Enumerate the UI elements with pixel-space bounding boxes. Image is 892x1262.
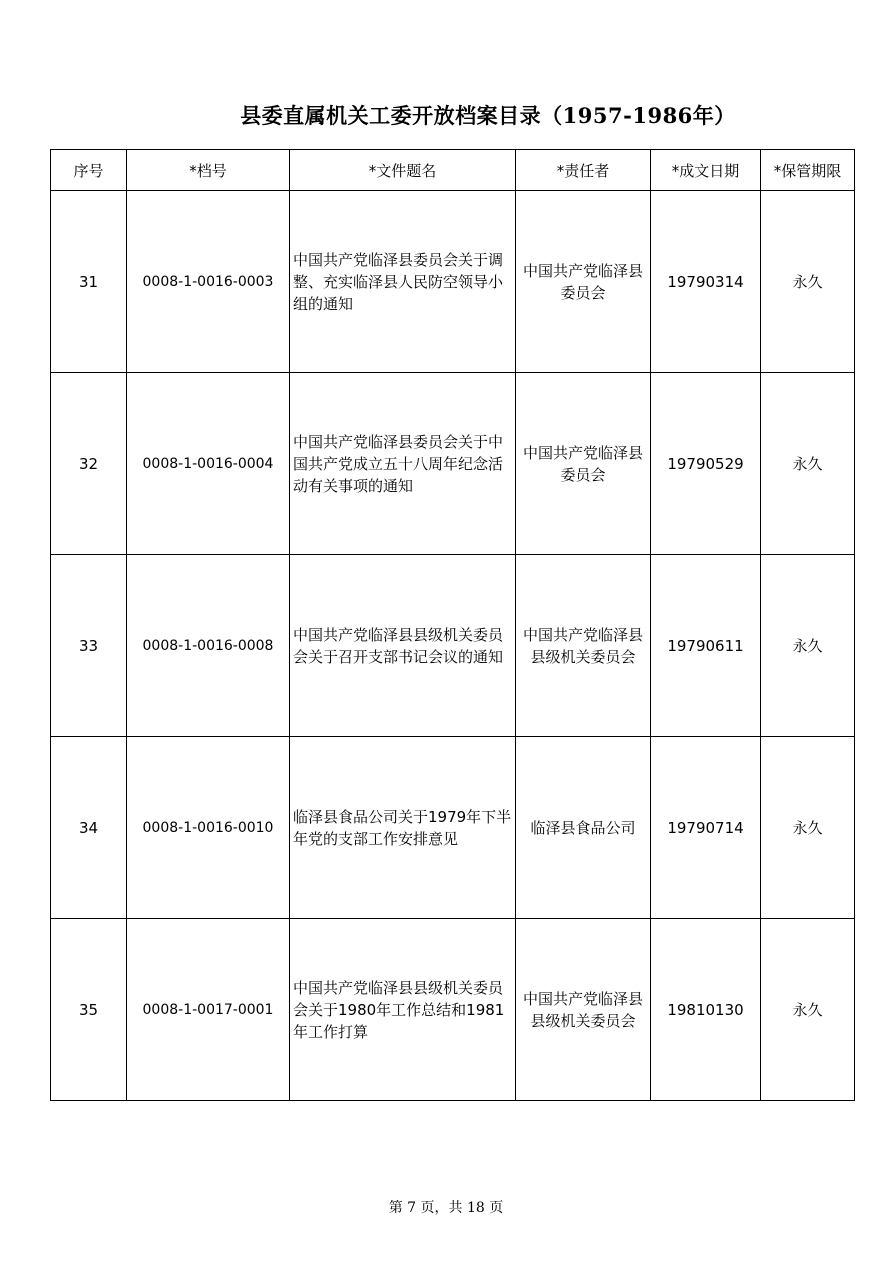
cell-archive-no: 0008-1-0017-0001 [127, 919, 290, 1101]
cell-retention: 永久 [761, 191, 855, 373]
cell-doc-title: 中国共产党临泽县县级机关委员会关于召开支部书记会议的通知 [290, 555, 516, 737]
table-row [51, 737, 855, 919]
table-header-row [51, 150, 855, 191]
cell-date: 19790714 [651, 737, 761, 919]
cell-seq: 32 [51, 373, 127, 555]
cell-retention: 永久 [761, 555, 855, 737]
cell-seq: 34 [51, 737, 127, 919]
cell-responsible: 中国共产党临泽县委员会 [516, 373, 651, 555]
table-row [51, 919, 855, 1101]
cell-archive-no: 0008-1-0016-0010 [127, 737, 290, 919]
page-title: 县委直属机关工委开放档案目录（1957-1986年） [240, 103, 736, 128]
header-seq: 序号 [51, 150, 127, 191]
cell-responsible: 中国共产党临泽县县级机关委员会 [516, 555, 651, 737]
cell-archive-no: 0008-1-0016-0003 [127, 191, 290, 373]
cell-retention: 永久 [761, 919, 855, 1101]
cell-date: 19790529 [651, 373, 761, 555]
cell-date: 19790611 [651, 555, 761, 737]
cell-doc-title: 中国共产党临泽县委员会关于调整、充实临泽县人民防空领导小组的通知 [290, 191, 516, 373]
cell-seq: 33 [51, 555, 127, 737]
header-responsible: *责任者 [516, 150, 651, 191]
cell-responsible: 中国共产党临泽县委员会 [516, 191, 651, 373]
cell-retention: 永久 [761, 373, 855, 555]
header-retention: *保管期限 [761, 150, 855, 191]
cell-doc-title: 中国共产党临泽县委员会关于中国共产党成立五十八周年纪念活动有关事项的通知 [290, 373, 516, 555]
table-row [51, 373, 855, 555]
cell-retention: 永久 [761, 737, 855, 919]
cell-date: 19810130 [651, 919, 761, 1101]
cell-date: 19790314 [651, 191, 761, 373]
cell-doc-title: 中国共产党临泽县县级机关委员会关于1980年工作总结和1981年工作打算 [290, 919, 516, 1101]
header-date: *成文日期 [651, 150, 761, 191]
cell-archive-no: 0008-1-0016-0008 [127, 555, 290, 737]
header-archive-no: *档号 [127, 150, 290, 191]
cell-seq: 31 [51, 191, 127, 373]
cell-archive-no: 0008-1-0016-0004 [127, 373, 290, 555]
table-row [51, 555, 855, 737]
table-row [51, 191, 855, 373]
cell-responsible: 临泽县食品公司 [516, 737, 651, 919]
cell-seq: 35 [51, 919, 127, 1101]
cell-doc-title: 临泽县食品公司关于1979年下半年党的支部工作安排意见 [290, 737, 516, 919]
cell-responsible: 中国共产党临泽县县级机关委员会 [516, 919, 651, 1101]
page-footer: 第 7 页，共 18 页 [388, 1200, 504, 1216]
header-doc-title: *文件题名 [290, 150, 516, 191]
archive-catalog-table [50, 149, 855, 1101]
